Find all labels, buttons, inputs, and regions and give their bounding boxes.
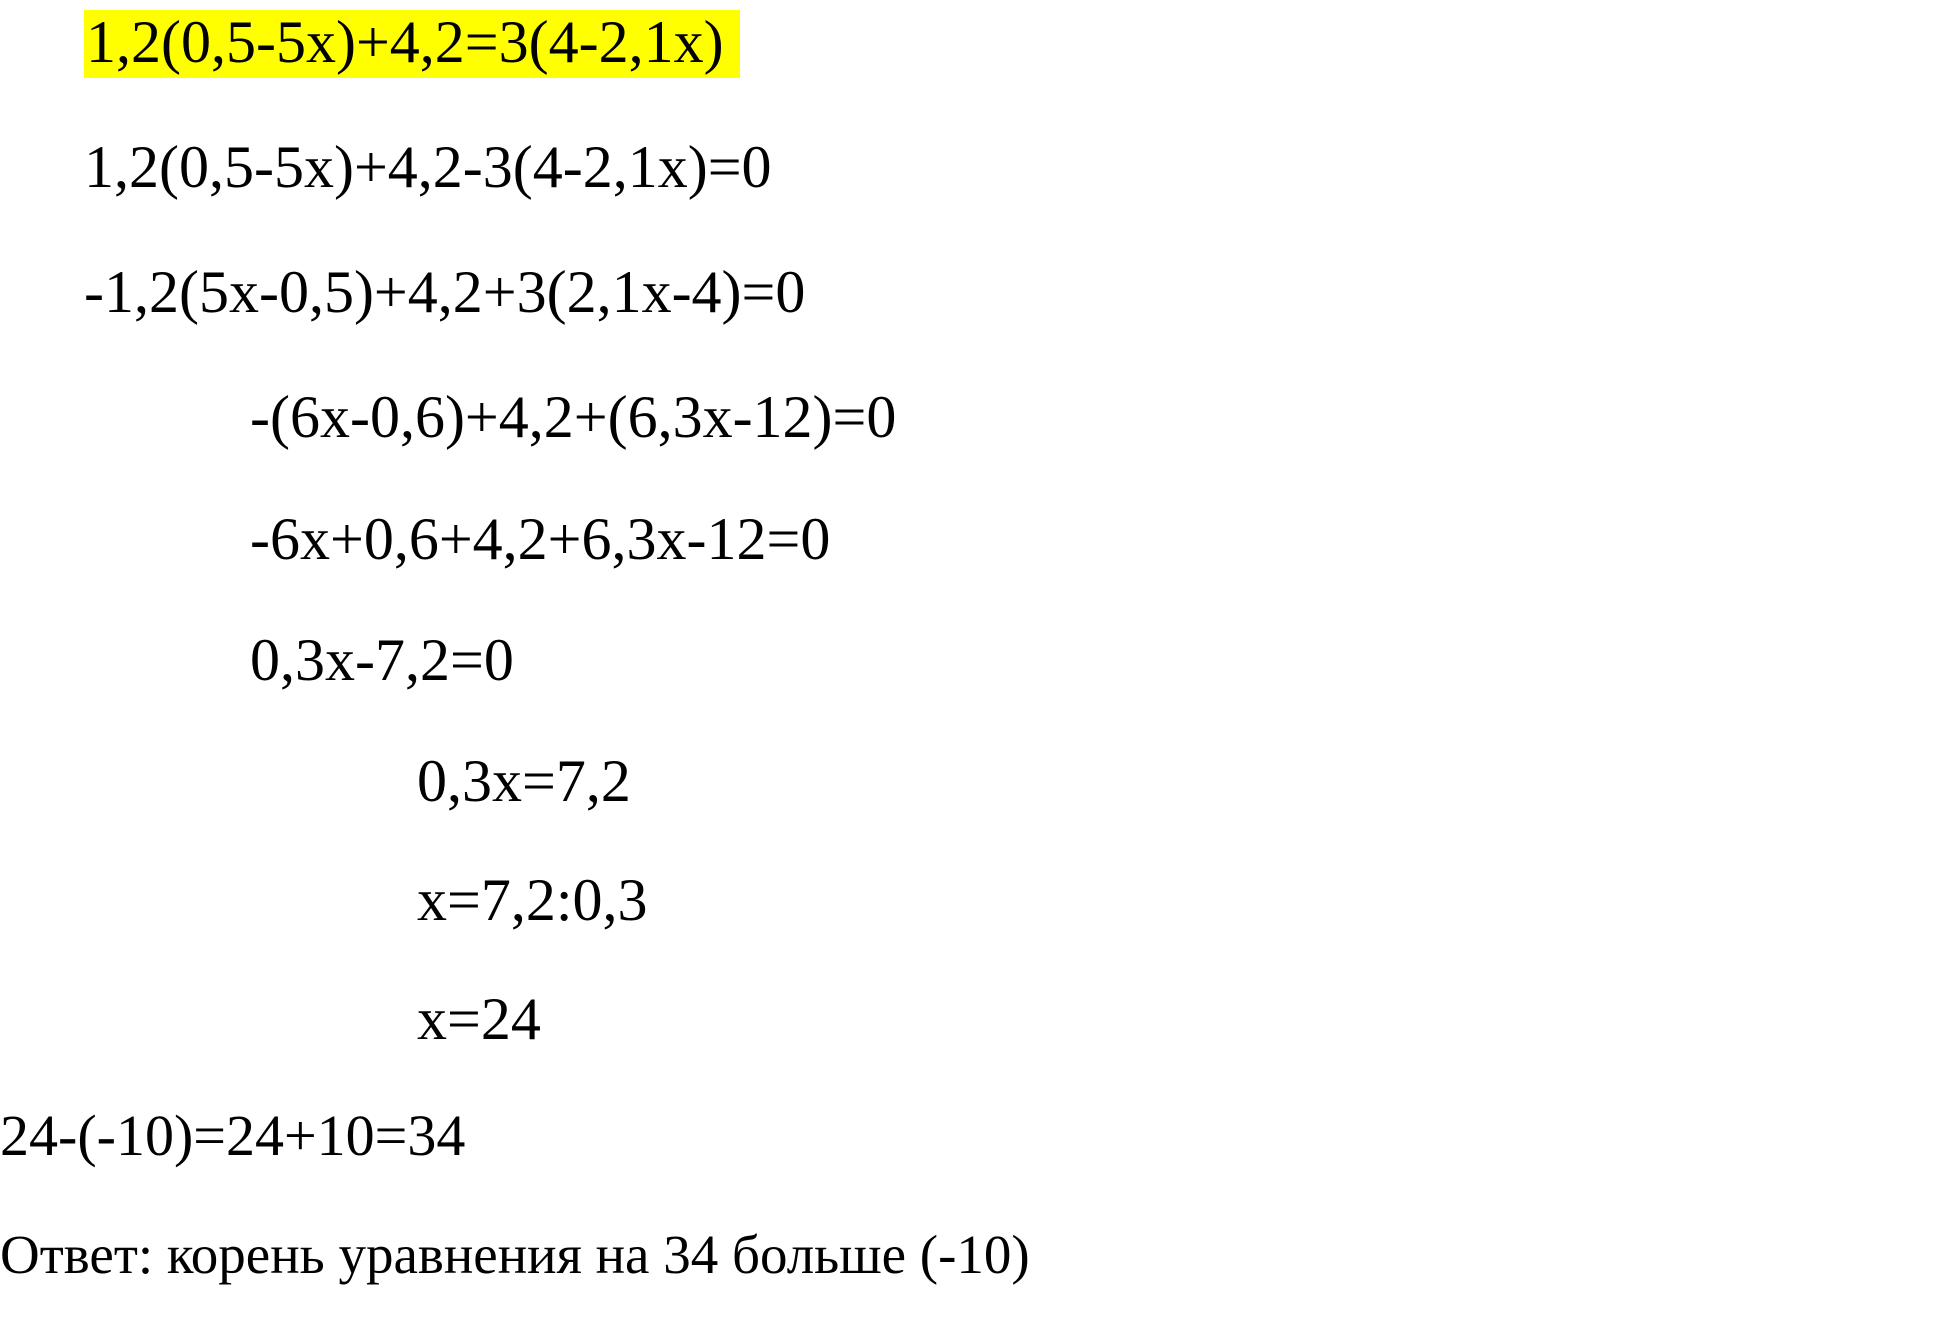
equation-original-highlighted: 1,2(0,5-5x)+4,2=3(4-2,1x) <box>84 10 740 78</box>
equation-step-1: 1,2(0,5-5x)+4,2-3(4-2,1x)=0 <box>84 134 772 200</box>
equation-step-5: 0,3x-7,2=0 <box>250 627 514 693</box>
difference-calculation: 24-(-10)=24+10=34 <box>0 1103 466 1168</box>
equation-step-3: -(6x-0,6)+4,2+(6,3x-12)=0 <box>250 384 897 450</box>
equation-step-4: -6x+0,6+4,2+6,3x-12=0 <box>250 506 831 572</box>
equation-solution: x=24 <box>417 986 541 1052</box>
equation-step-6: 0,3x=7,2 <box>417 748 631 814</box>
equation-step-2: -1,2(5x-0,5)+4,2+3(2,1x-4)=0 <box>84 259 806 325</box>
equation-step-7: x=7,2:0,3 <box>417 867 648 933</box>
answer-text: Ответ: корень уравнения на 34 больше (-10) <box>0 1224 1030 1285</box>
